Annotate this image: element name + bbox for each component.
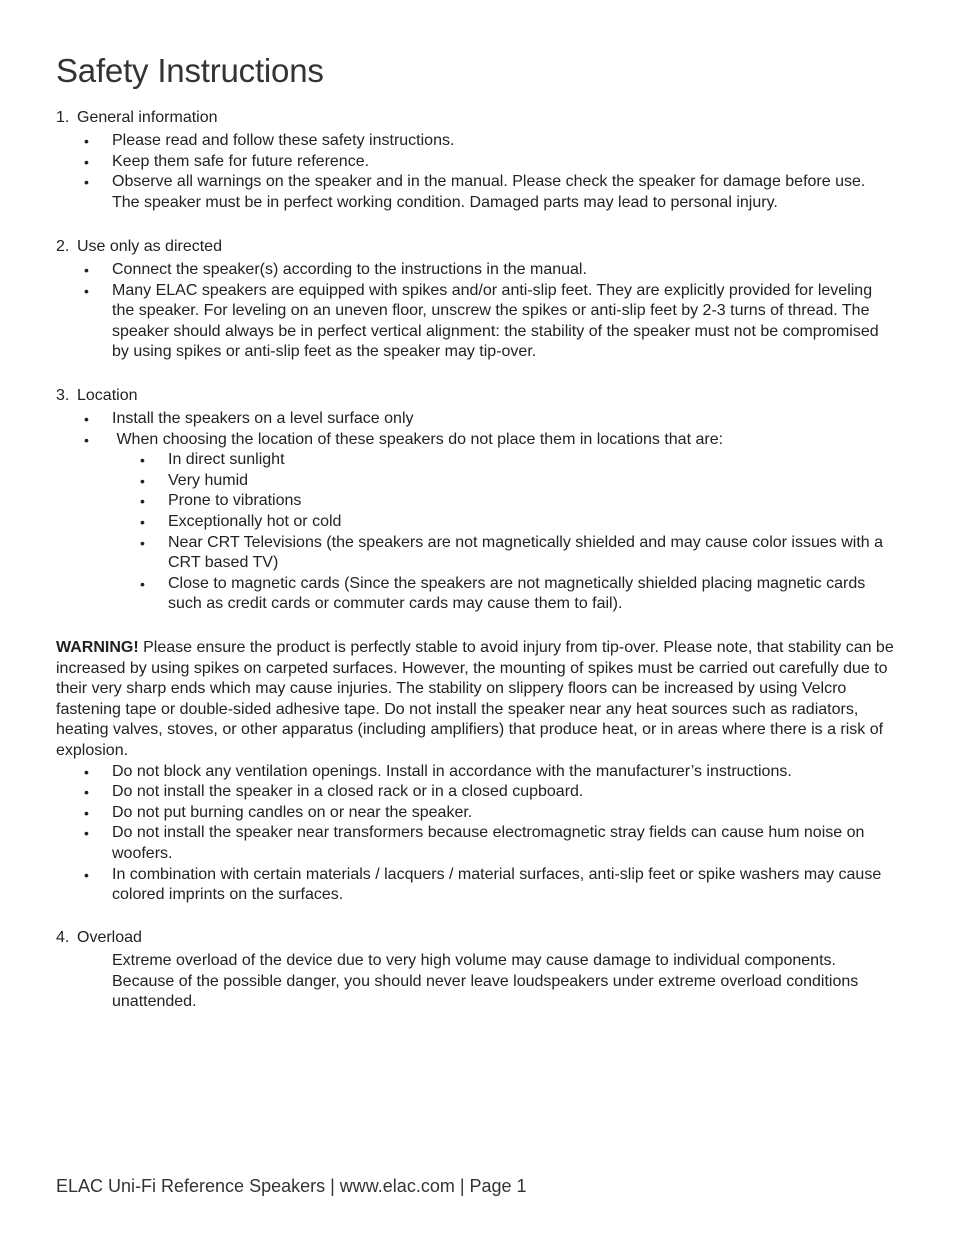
section-heading: 1. General information — [56, 109, 218, 126]
list-item: • Many ELAC speakers are equipped with spikes and/or anti-slip feet. They are explicitly provided for leveling the speaker. For leveling on an uneven floor, unscrew the spikes or anti-slip feet by 2-3 turns of thread. The speaker should always be in perfect vertical alignment: the stability of the speaker must not be compromised by using spikes or anti-slip feet as the speaker may tip-over. — [84, 281, 879, 361]
bullet-list — [56, 260, 896, 363]
section-heading: 3. Location — [56, 387, 138, 404]
section-use-only-as-directed — [56, 237, 896, 363]
section-overload — [56, 928, 896, 1013]
bullet-list — [56, 762, 896, 906]
list-item: • Very humid — [140, 471, 249, 489]
list-item: • Prone to vibrations — [140, 492, 302, 510]
list-item: • Do not install the speaker near transformers because electromagnetic stray fields can cause hum noise on woofers. — [84, 824, 865, 862]
list-item: • Connect the speaker(s) according to the instructions in the manual. — [84, 261, 587, 278]
list-item: • In combination with certain materials / lacquers / material surfaces, anti-slip feet or spike washers may cause colored imprints on the surfaces. — [84, 865, 882, 904]
list-item: • Observe all warnings on the speaker and in the manual. Please check the speaker for damage before use. The speaker must be in perfect working condition. Damaged parts may lead to personal injury. — [84, 173, 866, 211]
sub-bullet-list — [56, 450, 896, 615]
list-item: • Near CRT Televisions (the speakers are not magnetically shielded and may cause color issues with a CRT based TV) — [140, 533, 884, 572]
list-item: • When choosing the location of these speakers do not place them in locations that are: — [84, 430, 724, 448]
bullet-list — [56, 131, 896, 213]
warning-block — [56, 638, 896, 906]
section-heading: 2. Use only as directed — [56, 238, 222, 255]
section-general-information — [56, 108, 896, 213]
warning-paragraph: WARNING! Please ensure the product is perfectly stable to avoid injury from tip-over. Please note, that stability can be increased by using spikes on carpeted surfaces. However, the mounting of spikes must be carried out carefully due to their very sharp ends which may cause injuries. The stability on slippery floors can be increased by using Velcro fastening tape or double-sided adhesive tape. Do not install the speaker near any heat sources such as radiators, heating valves, stoves, or other apparatus (including amplifiers) that produce heat, or in areas where there is a risk of explosion. — [56, 639, 894, 759]
section-location — [56, 386, 896, 615]
list-item: • Install the speakers on a level surface only — [84, 410, 414, 427]
section-heading: 4. Overload — [56, 929, 142, 946]
list-item: • Do not put burning candles on or near the speaker. — [84, 803, 473, 821]
overload-paragraph: Extreme overload of the device due to very high volume may cause damage to individual components. Because of the possible danger, you should never leave loudspeakers under extreme overload conditions unattended. — [112, 952, 859, 1011]
list-item: • In direct sunlight — [140, 451, 285, 469]
page-footer: ELAC Uni-Fi Reference Speakers | www.elac.com | Page 1 — [56, 1176, 527, 1196]
page-title: Safety Instructions — [56, 52, 324, 89]
list-item: • Keep them safe for future reference. — [84, 152, 370, 170]
list-item: • Please read and follow these safety instructions. — [84, 132, 455, 149]
list-item: • Close to magnetic cards (Since the speakers are not magnetically shielded placing magnetic cards such as credit cards or commuter cards may cause them to fail). — [140, 574, 866, 613]
warning-label: WARNING! — [56, 639, 139, 656]
bullet-list — [56, 409, 896, 450]
list-item: • Do not block any ventilation openings. Install in accordance with the manufacturer’s instructions. — [84, 762, 792, 780]
list-item: • Do not install the speaker in a closed rack or in a closed cupboard. — [84, 783, 584, 801]
list-item: • Exceptionally hot or cold — [140, 512, 342, 530]
